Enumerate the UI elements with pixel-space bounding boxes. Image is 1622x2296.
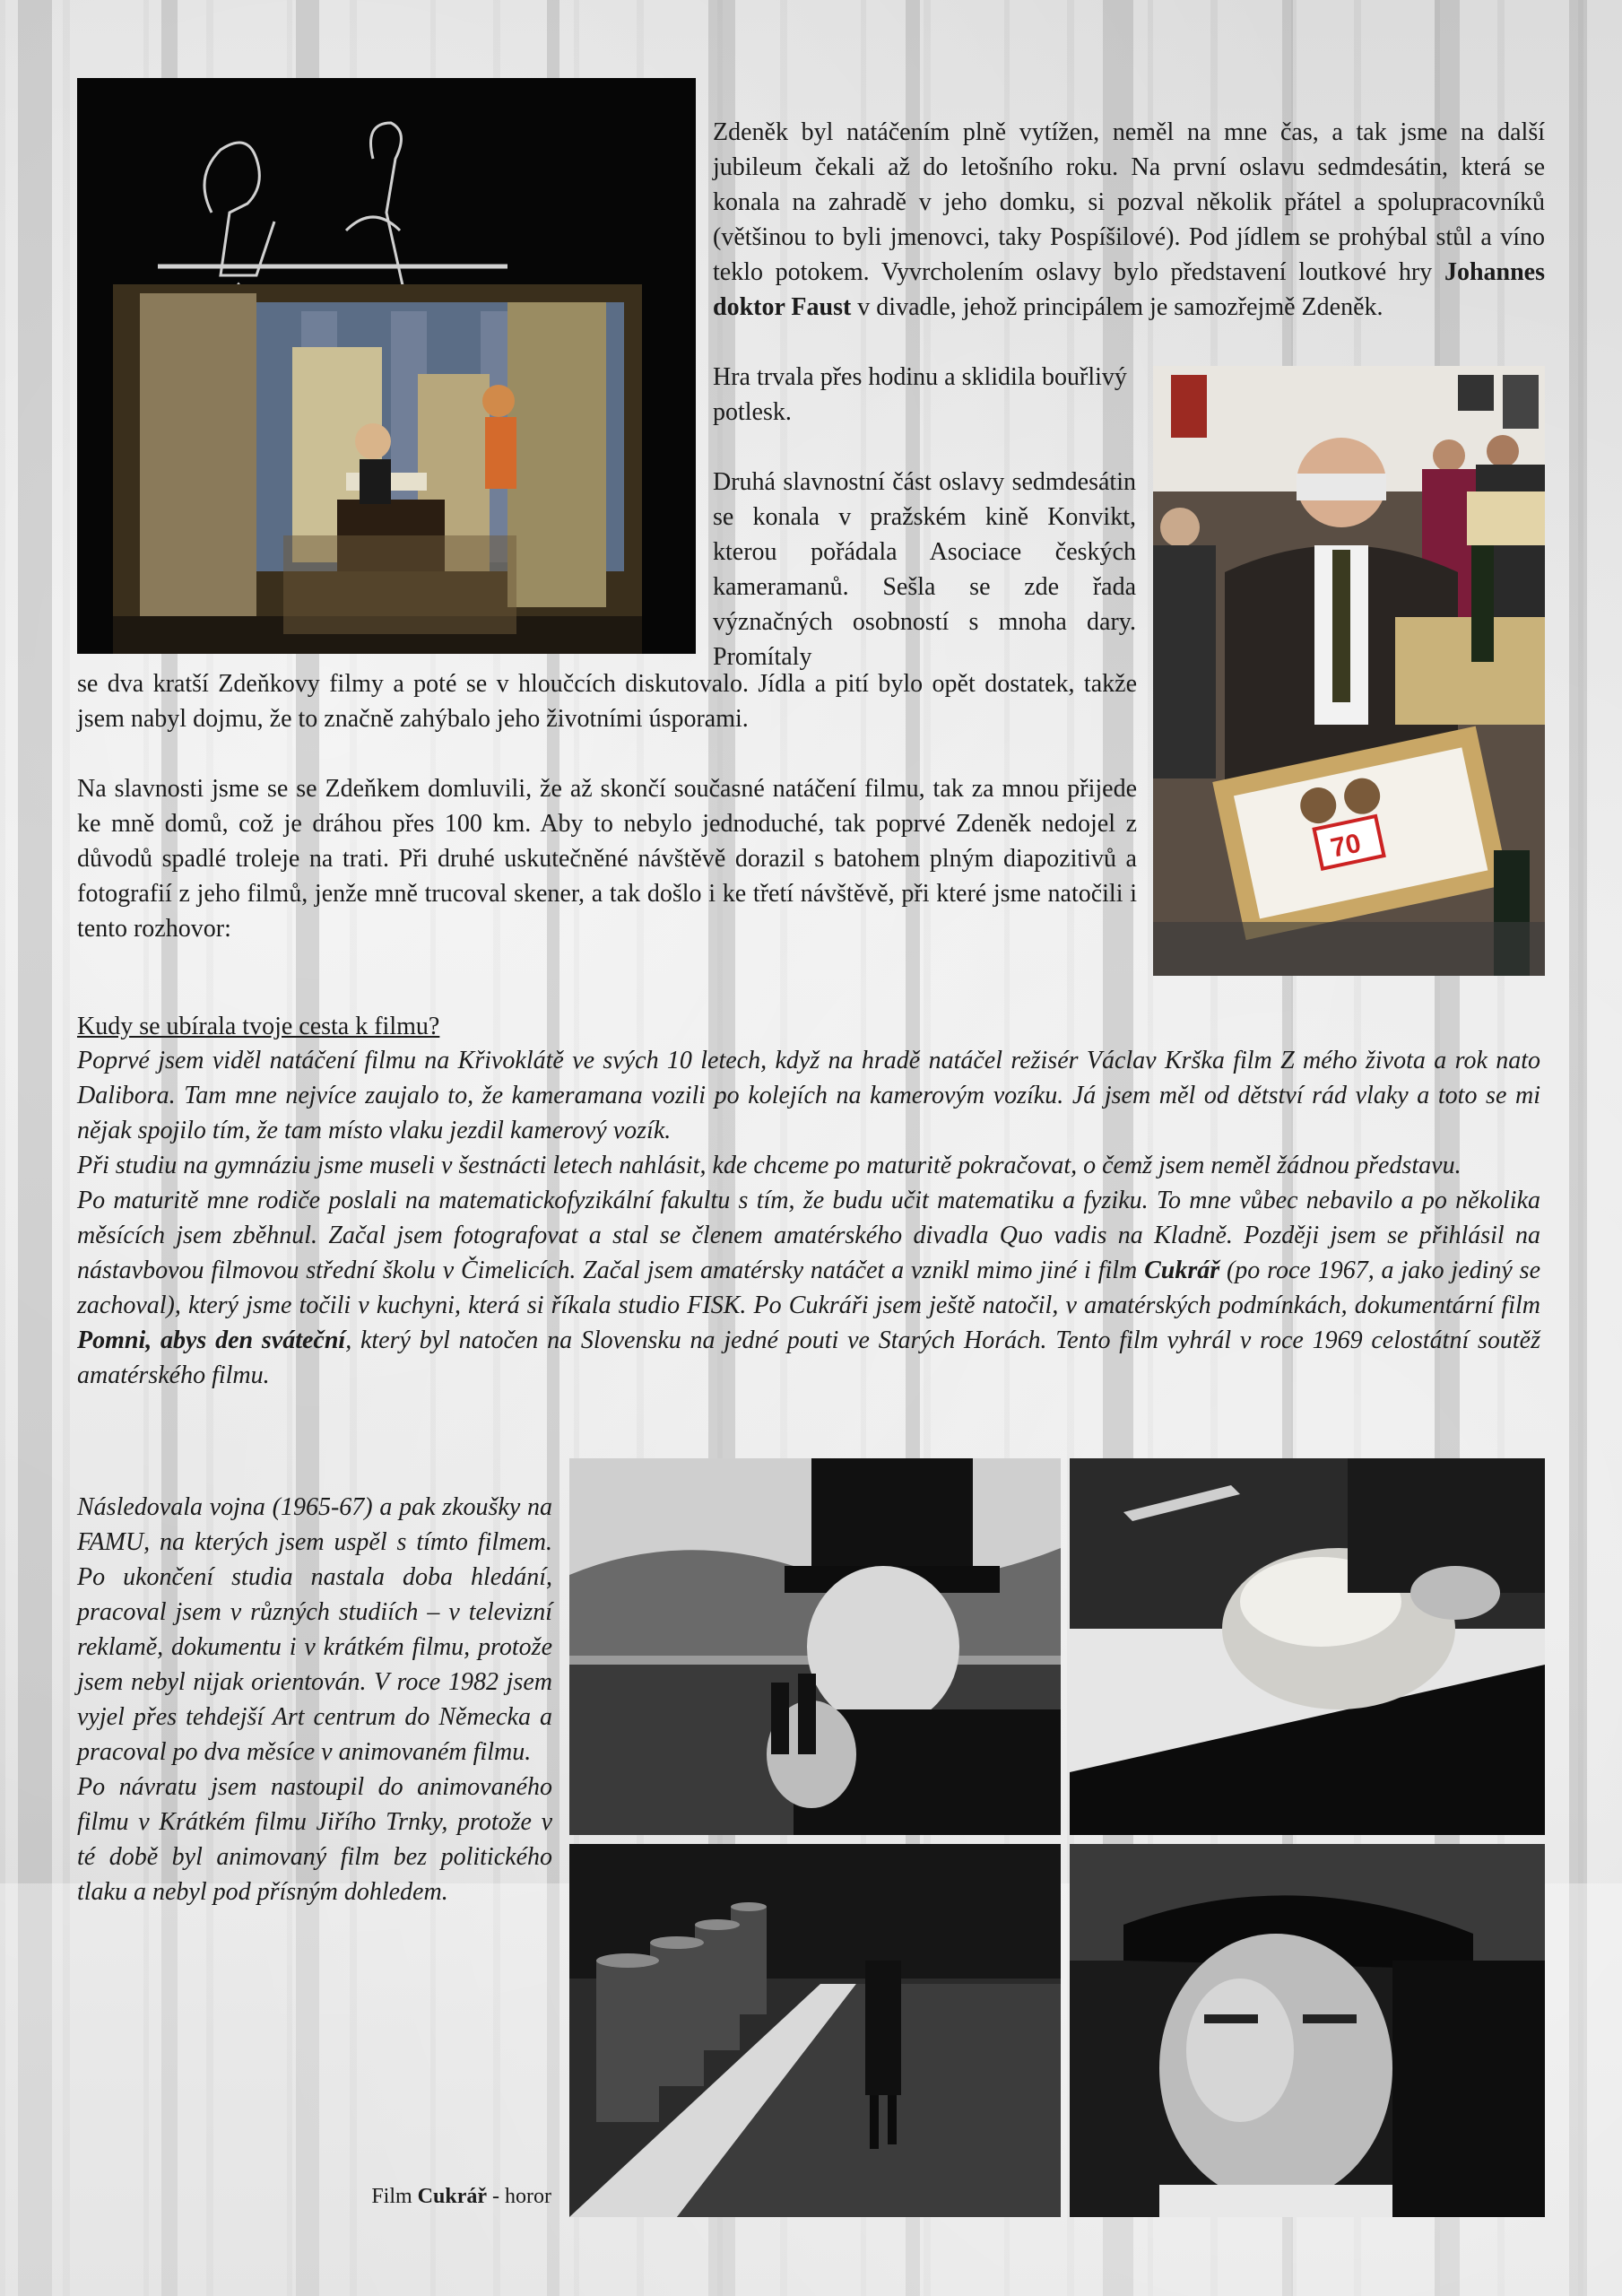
interview-answer-3c: , který byl natočen na Slovensku na jedné pouti ve Starých Horách. Tento film vyhrál v roce 1969 celostátní soutěž amatérského filmu. bbox=[77, 1326, 1540, 1389]
interview-answer-block bbox=[77, 1043, 1540, 1393]
cake-number: 70 bbox=[1328, 828, 1364, 864]
interview-answer-3b: (po roce 1967, a jako jediný se zachoval), který jsme točili v kuchyni, která si říkala studio FISK. Po Cukráři jsem ještě natočil, v amatérských podmínkách, dokumentární film bbox=[77, 1257, 1541, 1319]
intro-p2-text-a: Druhá slavnostní část oslavy sedmdesátin se konala v pražském kině Konvikt, kterou pořádala Asociace českých kameramanů. Sešla se zde řada význačných osobností s mnoha dary. Promítaly bbox=[713, 468, 1136, 671]
film-title-cukrar: Cukrář bbox=[1144, 1257, 1220, 1284]
celebration-photo bbox=[1153, 366, 1545, 976]
intro-p1-text-b: v divadle, jehož principálem je samozřejmě Zdeněk. bbox=[851, 293, 1383, 321]
intro-p1-text-a: Zdeněk byl natáčením plně vytížen, neměl na mne čas, a tak jsme na další jubileum čekali až do letošního roku. Na první oslavu sedmdesátin, která se konala na zahradě v jeho domku, si pozval několik přátel a spolupracovníků (většinou to byli jmenovci, taky Pospíšilové). Pod jídlem se prohýbal stůl a víno teklo potokem. Vyvrcholením oslavy bylo představení loutkové hry bbox=[713, 118, 1545, 286]
intro-p1-text-c: Hra trvala přes hodinu a sklidila bouřlivý potlesk. bbox=[713, 363, 1127, 426]
interview-answer-1: Poprvé jsem viděl natáčení filmu na Křivoklátě ve svých 10 letech, když na hradě natáčel režisér Václav Krška film Z mého života a rok nato Dalibora. Tam mne nejvíce zaujalo to, že kameramana vozili po kolejích na kamerovým vozíku. Já jsem měl od dětství rád vlaky a toto se mi nějak spojilo tím, že tam místo vlaku jezdil kamerový vozík. bbox=[77, 1047, 1540, 1144]
puppet-theatre-photo bbox=[77, 78, 696, 654]
play-title: Johannes doktor Faust bbox=[713, 258, 1545, 321]
interview-answer-5: Po návratu jsem nastoupil do animovaného filmu v Krátkém filmu Jiřího Trnky, protože v té době byl animovaný film bez politického tlaku a nebyl pod přísným dohledem. bbox=[77, 1773, 552, 1906]
film-still-cake-wig bbox=[1070, 1458, 1545, 1835]
intro-p2-text-b: se dva kratší Zdeňkovy filmy a poté se v hloučcích diskutovalo. Jídla a pití bylo opět dostatek, takže jsem nabyl dojmu, že to značně zahýbalo jeho životními úsporami. bbox=[77, 670, 1137, 733]
intro-p3-text: Na slavnosti jsme se se Zdeňkem domluvili, že až skončí současné natáčení filmu, tak za mnou přijede ke mně domů, což je dráhou přes 100 km. Aby to nebylo jednoduché, tak poprvé Zdeněk nedojel z důvodů spadlé troleje na trati. Při druhé uskutečněné návštěvě dorazil s batohem plným diapozitivů a fotografií z jeho filmů, jenže mně trucoval skener, a tak došlo i ke třetí návštěvě, při které jsme natočili i tento rozhovor: bbox=[77, 775, 1137, 943]
interview-answer-4: Následovala vojna (1965-67) a pak zkoušky na FAMU, na kterých jsem uspěl s tímto filmem. Po ukončení studia nastala doba hledání, pracoval jsem v různých studiích – v televizní reklamě, dokumentu i v krátkém filmu, protože jsem nebyl nijak orientován. V roce 1982 jsem vyjel přes tehdejší Art centrum do Německa a pracoval po dva měsíce v animovaném filmu. bbox=[77, 1493, 552, 1766]
film-caption-suffix: - horor bbox=[487, 2185, 551, 2208]
interview-question: Kudy se ubírala tvoje cesta k filmu? bbox=[77, 1013, 440, 1040]
intro-paragraph-2 bbox=[713, 465, 1136, 674]
film-caption-prefix: Film bbox=[371, 2185, 418, 2208]
film-still-night-street bbox=[569, 1844, 1061, 2217]
intro-paragraph-2-cont bbox=[77, 666, 1137, 736]
film-caption bbox=[347, 2185, 551, 2209]
interview-answer-3a: Po maturitě mne rodiče poslali na matematickofyzikální fakultu s tím, že budu učit matematiku a fyziku. To mne vůbec nebavilo a po několika měsících jsem zběhnul. Začal jsem fotografovat a stal se členem amatérského divadla Quo vadis na Kladně. Později jsem se přihlásil na nástavbovou filmovou střední školu v Čimelicích. Začal jsem amatérsky natáčet a vznikl mimo jiné i film bbox=[77, 1187, 1540, 1284]
intro-paragraph-1 bbox=[713, 115, 1545, 325]
intro-paragraph-1-end bbox=[713, 360, 1139, 430]
film-still-man-hat bbox=[569, 1458, 1061, 1835]
interview-left-column bbox=[77, 1490, 552, 1909]
interview-answer-2: Při studiu na gymnáziu jsme museli v šestnácti letech nahlásit, kde chceme po maturitě pokračovat, o čemž jsem neměl žádnou představu. bbox=[77, 1152, 1462, 1179]
intro-paragraph-3 bbox=[77, 771, 1137, 946]
film-still-portrait bbox=[1070, 1844, 1545, 2217]
film-caption-title: Cukrář bbox=[417, 2185, 488, 2208]
film-title-pomni: Pomni, abys den sváteční bbox=[77, 1326, 346, 1354]
